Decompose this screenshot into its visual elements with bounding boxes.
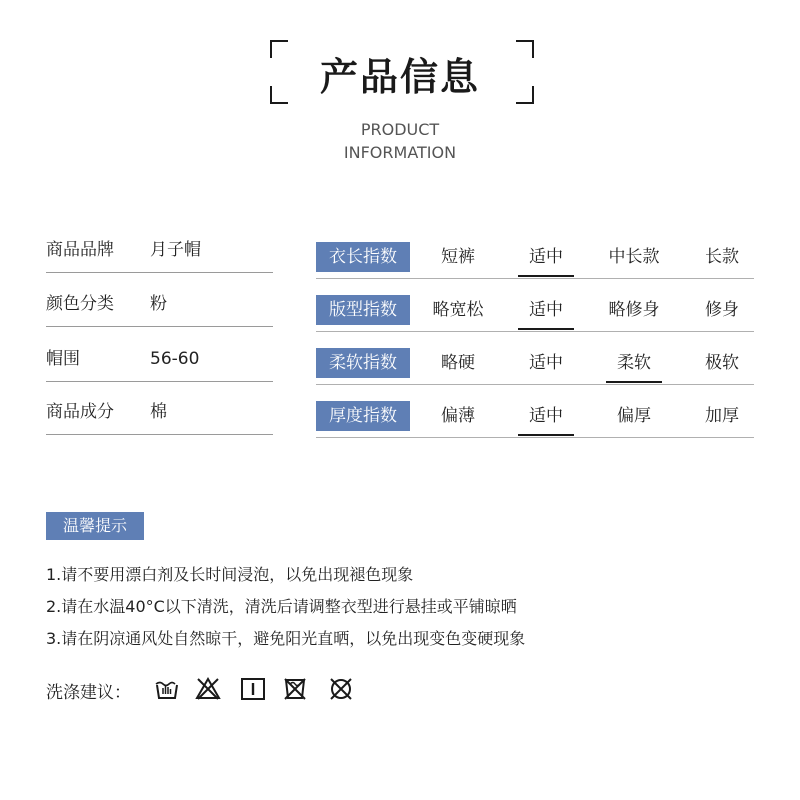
- subtitle-line-1: PRODUCT: [360, 120, 440, 139]
- index-row-fit: [316, 291, 754, 332]
- index-option: 略修身: [608, 300, 660, 320]
- subtitle-line-2: INFORMATION: [343, 143, 457, 162]
- index-row-thickness: [316, 397, 754, 438]
- index-option: 适中: [506, 401, 586, 431]
- info-row-color: [46, 286, 273, 327]
- hand-wash-icon: [154, 676, 180, 702]
- page-title: 产品信息: [319, 55, 480, 99]
- index-label: 衣长指数: [316, 242, 410, 272]
- info-row-size: [46, 341, 273, 382]
- info-value: 粉: [150, 294, 167, 314]
- no-tumble-dry-icon: [282, 676, 308, 702]
- info-label: 颜色分类: [46, 294, 114, 314]
- index-label: 柔软指数: [316, 348, 410, 378]
- index-option: 长款: [705, 247, 739, 267]
- index-option: 极软: [705, 353, 739, 373]
- info-value: 56-60: [150, 349, 200, 369]
- index-option: 修身: [705, 300, 739, 320]
- index-option: 偏厚: [617, 406, 651, 426]
- index-option: 柔软: [594, 348, 674, 378]
- index-option: 适中: [529, 353, 563, 373]
- info-label: 帽围: [46, 349, 80, 369]
- no-bleach-icon: [195, 676, 221, 702]
- index-row-length: [316, 238, 754, 279]
- index-option: 适中: [506, 242, 586, 272]
- info-label: 商品成分: [46, 402, 114, 422]
- index-option: 适中: [506, 295, 586, 325]
- info-value: 棉: [150, 402, 167, 422]
- index-option: 中长款: [608, 247, 660, 267]
- info-label: 商品品牌: [46, 240, 114, 260]
- index-label: 版型指数: [316, 295, 410, 325]
- page-subtitle: [0, 118, 800, 164]
- index-option: 短裤: [441, 247, 475, 267]
- info-row-material: [46, 394, 273, 435]
- index-option: 偏薄: [441, 406, 475, 426]
- index-option: 略硬: [441, 353, 475, 373]
- index-label: 厚度指数: [316, 401, 410, 431]
- washing-label: 洗涤建议：: [46, 683, 131, 703]
- info-value: 月子帽: [150, 240, 201, 260]
- hang-dry-icon: [240, 676, 266, 702]
- tip-line-1: 1.请不要用漂白剂及长时间浸泡，以免出现褪色现象: [46, 565, 414, 584]
- index-option: 略宽松: [432, 300, 484, 320]
- tips-badge: 温馨提示: [46, 512, 144, 540]
- no-dry-clean-icon: [328, 676, 354, 702]
- index-row-softness: [316, 344, 754, 385]
- info-row-brand: [46, 232, 273, 273]
- tip-line-2: 2.请在水温40°C以下清洗，清洗后请调整衣型进行悬挂或平铺晾晒: [46, 597, 517, 616]
- tip-line-3: 3.请在阴凉通风处自然晾干，避免阳光直晒，以免出现变色变硬现象: [46, 629, 526, 648]
- index-option: 加厚: [705, 406, 739, 426]
